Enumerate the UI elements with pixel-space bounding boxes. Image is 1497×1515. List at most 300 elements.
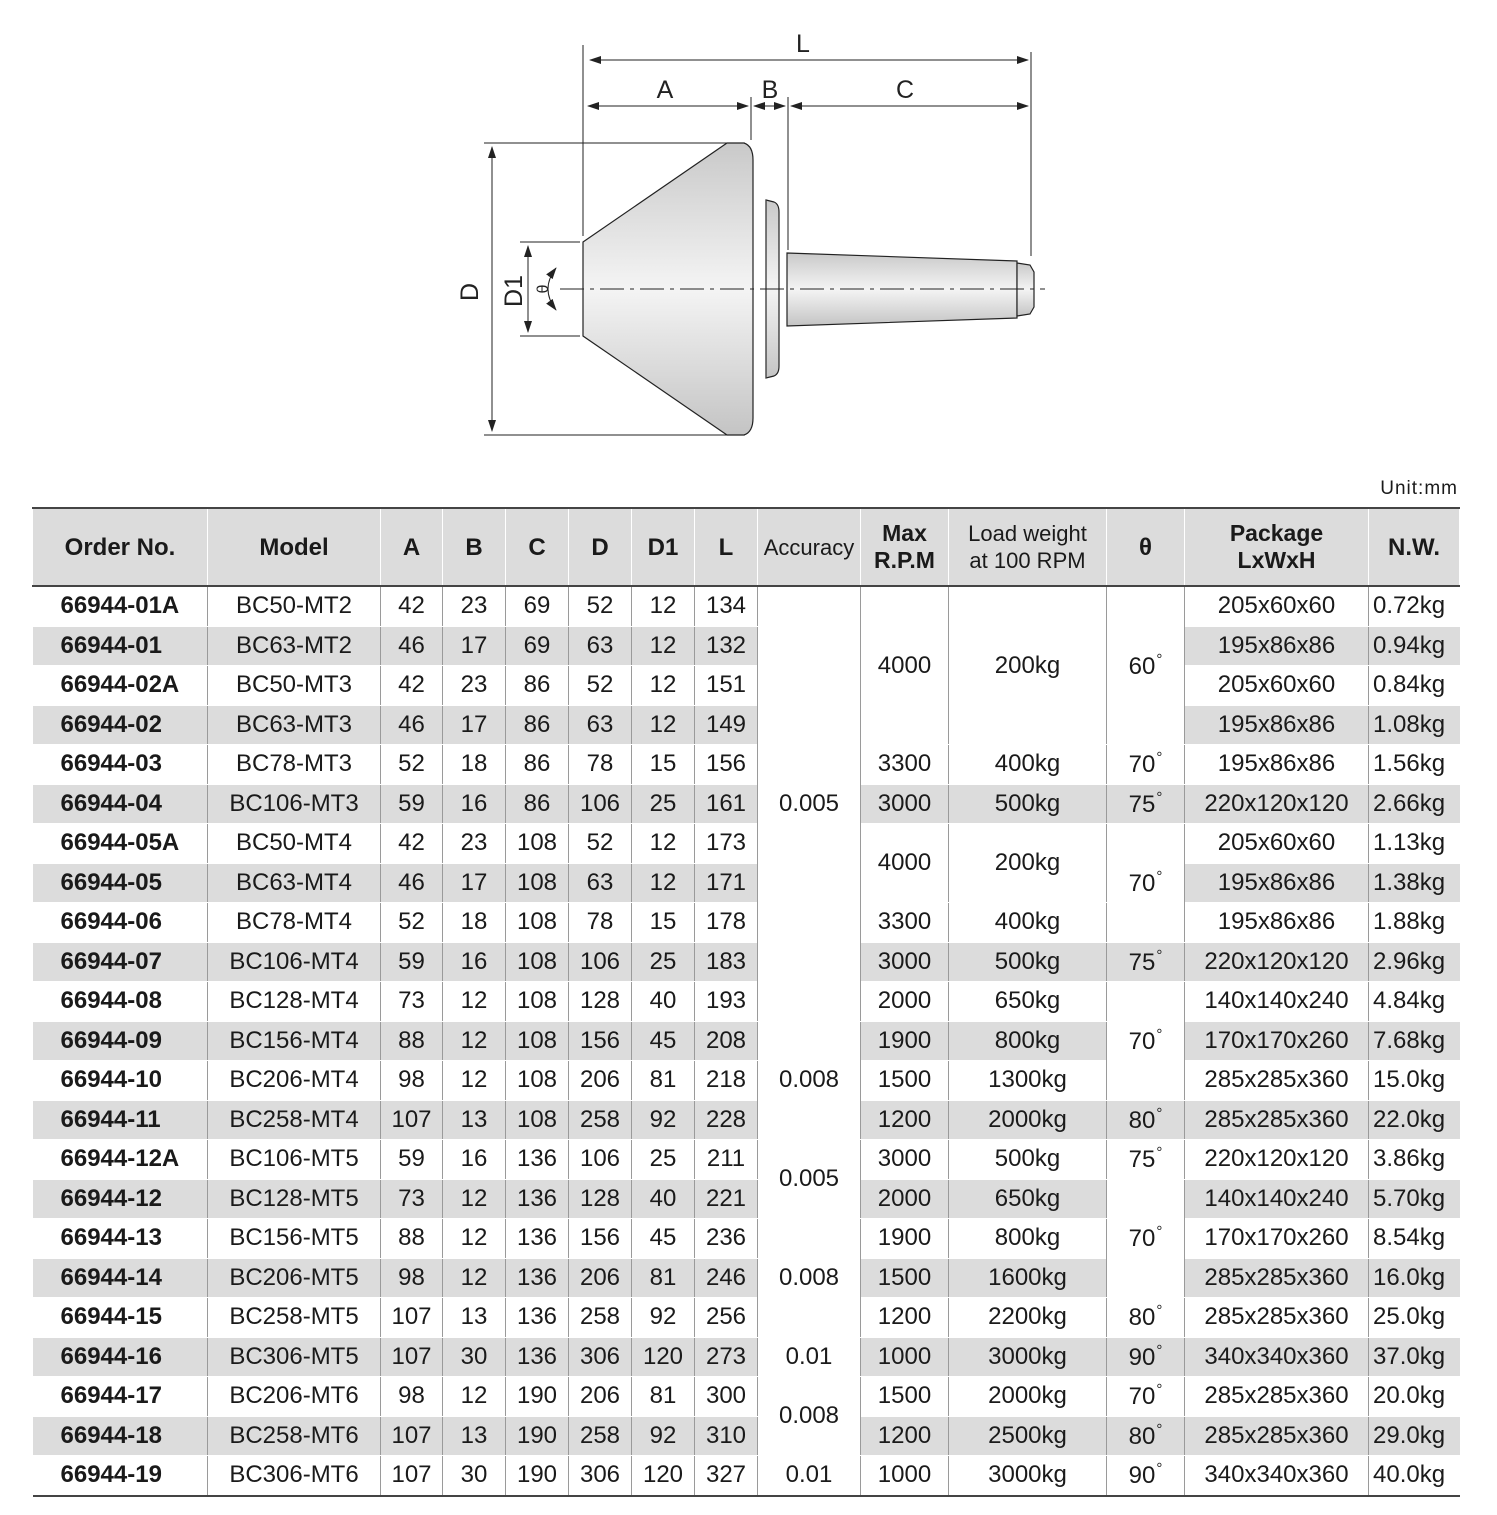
dim-d-cell: 106 [569, 942, 632, 982]
theta-cell [1107, 1298, 1185, 1338]
load-header-line1: Load weight [968, 521, 1087, 546]
max-rpm-cell-value: 3300 [877, 908, 932, 936]
dim-a-cell: 42 [381, 666, 443, 706]
order-no-cell: 66944-07 [33, 942, 208, 982]
dim-label-theta: θ [535, 284, 552, 294]
order-no-cell: 66944-09 [33, 1021, 208, 1061]
dim-d1-cell: 92 [632, 1298, 695, 1338]
degree-symbol: ° [1156, 867, 1163, 885]
package-header-line1: Package [1229, 520, 1324, 546]
net-weight-cell: 22.0kg [1369, 1100, 1460, 1140]
table-row [33, 982, 1460, 1022]
load-weight-cell-value: 500kg [994, 789, 1061, 817]
dim-d-cell: 63 [569, 863, 632, 903]
package-cell: 205x60x60 [1185, 666, 1369, 706]
max-rpm-cell [861, 586, 949, 745]
load-weight-cell [949, 982, 1107, 1022]
load-weight-cell-value: 400kg [994, 908, 1061, 936]
dim-b-cell: 16 [443, 942, 506, 982]
table-row [33, 1337, 1460, 1377]
order-no-cell: 66944-03 [33, 745, 208, 785]
accuracy-cell [758, 1021, 861, 1140]
load-weight-cell [949, 1061, 1107, 1101]
degree-symbol: ° [1156, 1341, 1163, 1359]
dim-c-cell: 190 [506, 1416, 569, 1456]
dim-a-cell: 98 [381, 1258, 443, 1298]
max-rpm-cell-value: 2000 [877, 1184, 932, 1212]
load-weight-cell [949, 1337, 1107, 1377]
dim-l-cell: 256 [695, 1298, 758, 1338]
order-no-cell: 66944-14 [33, 1258, 208, 1298]
net-weight-cell: 1.38kg [1369, 863, 1460, 903]
col-b-header: B [443, 508, 506, 586]
model-cell: BC78-MT4 [208, 903, 381, 943]
spec-table [32, 507, 1460, 1497]
dim-b-cell: 12 [443, 1219, 506, 1259]
net-weight-cell: 15.0kg [1369, 1061, 1460, 1101]
package-cell: 220x120x120 [1185, 942, 1369, 982]
dim-d1-cell: 12 [632, 863, 695, 903]
dim-c-cell: 86 [506, 666, 569, 706]
theta-cell [1107, 586, 1185, 745]
table-row [33, 824, 1460, 864]
dim-l-cell: 132 [695, 626, 758, 666]
dim-l-cell: 134 [695, 586, 758, 626]
col-d-header: D [569, 508, 632, 586]
net-weight-cell: 4.84kg [1369, 982, 1460, 1022]
accuracy-cell [758, 1337, 861, 1377]
dim-d1-cell: 12 [632, 626, 695, 666]
model-cell: BC206-MT4 [208, 1061, 381, 1101]
load-weight-cell [949, 1416, 1107, 1456]
theta-cell [1107, 784, 1185, 824]
dim-l-cell: 183 [695, 942, 758, 982]
degree-symbol: ° [1156, 788, 1163, 806]
accuracy-cell [758, 1219, 861, 1338]
order-no-cell: 66944-16 [33, 1337, 208, 1377]
table-row [33, 705, 1460, 745]
accuracy-cell-value: 0.01 [785, 1342, 833, 1370]
dim-d1-cell: 45 [632, 1021, 695, 1061]
order-no-cell: 66944-19 [33, 1456, 208, 1496]
order-no-cell: 66944-17 [33, 1377, 208, 1417]
dim-d-cell: 63 [569, 626, 632, 666]
max-rpm-cell [861, 1100, 949, 1140]
dim-a-cell: 42 [381, 824, 443, 864]
dim-a-cell: 107 [381, 1100, 443, 1140]
load-weight-cell-value: 2000kg [988, 1382, 1067, 1410]
model-cell: BC206-MT5 [208, 1258, 381, 1298]
dim-d1-cell: 120 [632, 1337, 695, 1377]
package-cell: 340x340x360 [1185, 1456, 1369, 1496]
load-weight-cell [949, 903, 1107, 943]
dim-l-cell: 193 [695, 982, 758, 1022]
theta-cell [1107, 1140, 1185, 1180]
load-weight-cell [949, 1100, 1107, 1140]
dim-d1-cell: 40 [632, 982, 695, 1022]
package-cell: 220x120x120 [1185, 1140, 1369, 1180]
dim-d-cell: 52 [569, 824, 632, 864]
col-l-header: L [695, 508, 758, 586]
model-cell: BC306-MT6 [208, 1456, 381, 1496]
dim-d1-cell: 120 [632, 1456, 695, 1496]
theta-cell [1107, 942, 1185, 982]
model-cell: BC63-MT3 [208, 705, 381, 745]
dim-b-cell: 18 [443, 745, 506, 785]
max-rpm-cell [861, 1061, 949, 1101]
load-weight-cell-value: 3000kg [988, 1342, 1067, 1370]
dim-d-cell: 306 [569, 1337, 632, 1377]
load-weight-cell-value: 200kg [994, 651, 1061, 679]
bull-nose-center-drawing [0, 0, 1497, 470]
table-row [33, 863, 1460, 903]
load-weight-cell [949, 942, 1107, 982]
net-weight-cell: 0.84kg [1369, 666, 1460, 706]
package-cell: 205x60x60 [1185, 824, 1369, 864]
theta-cell-value: 80 [1128, 1422, 1156, 1450]
dim-c-cell: 108 [506, 1061, 569, 1101]
theta-cell-value: 90 [1128, 1343, 1156, 1371]
net-weight-cell: 25.0kg [1369, 1298, 1460, 1338]
dim-l-cell: 236 [695, 1219, 758, 1259]
dim-d1-cell: 25 [632, 1140, 695, 1180]
net-weight-cell: 29.0kg [1369, 1416, 1460, 1456]
net-weight-cell: 8.54kg [1369, 1219, 1460, 1259]
theta-cell-value: 70 [1128, 1225, 1156, 1253]
dim-c-cell: 136 [506, 1140, 569, 1180]
table-row [33, 1061, 1460, 1101]
dim-a-cell: 107 [381, 1298, 443, 1338]
dim-c-cell: 69 [506, 626, 569, 666]
dim-d1-cell: 81 [632, 1377, 695, 1417]
dim-d1-cell: 25 [632, 942, 695, 982]
load-weight-cell-value: 800kg [994, 1026, 1061, 1054]
accuracy-cell-value: 0.005 [778, 1165, 840, 1192]
max-rpm-cell [861, 1140, 949, 1180]
degree-symbol: ° [1156, 650, 1163, 668]
table-row [33, 1140, 1460, 1180]
load-weight-cell [949, 1258, 1107, 1298]
dim-d-cell: 206 [569, 1061, 632, 1101]
order-no-cell: 66944-05 [33, 863, 208, 903]
table-row [33, 942, 1460, 982]
dim-c-cell: 108 [506, 824, 569, 864]
dim-d1-cell: 12 [632, 586, 695, 626]
load-weight-cell-value: 2500kg [988, 1421, 1067, 1449]
max-rpm-cell [861, 1258, 949, 1298]
net-weight-cell: 37.0kg [1369, 1337, 1460, 1377]
model-cell: BC63-MT2 [208, 626, 381, 666]
load-weight-cell [949, 1021, 1107, 1061]
dim-c-cell: 136 [506, 1179, 569, 1219]
max-rpm-cell-value: 1900 [877, 1026, 932, 1054]
model-cell: BC50-MT2 [208, 586, 381, 626]
max-rpm-cell-value: 1900 [877, 1224, 932, 1252]
dim-a-cell: 88 [381, 1021, 443, 1061]
table-row [33, 1258, 1460, 1298]
load-weight-cell-value: 500kg [994, 947, 1061, 975]
order-no-cell: 66944-10 [33, 1061, 208, 1101]
dim-d-cell: 128 [569, 1179, 632, 1219]
load-weight-cell [949, 1456, 1107, 1496]
rpm-header-line1: Max [882, 520, 927, 546]
max-rpm-cell-value: 1500 [877, 1263, 932, 1291]
load-weight-cell-value: 200kg [994, 849, 1061, 876]
net-weight-cell: 0.72kg [1369, 586, 1460, 626]
col-rpm-header [861, 508, 949, 586]
order-no-cell: 66944-11 [33, 1100, 208, 1140]
table-row [33, 1416, 1460, 1456]
max-rpm-cell-value: 1500 [877, 1382, 932, 1410]
net-weight-cell: 40.0kg [1369, 1456, 1460, 1496]
dim-d1-cell: 81 [632, 1061, 695, 1101]
dim-b-cell: 12 [443, 1021, 506, 1061]
model-cell: BC106-MT4 [208, 942, 381, 982]
dim-d-cell: 128 [569, 982, 632, 1022]
theta-cell-value: 80 [1128, 1106, 1156, 1134]
model-cell: BC258-MT5 [208, 1298, 381, 1338]
table-row [33, 745, 1460, 785]
dim-b-cell: 17 [443, 705, 506, 745]
table-row [33, 1456, 1460, 1496]
max-rpm-cell [861, 1377, 949, 1417]
rpm-header-line2: R.P.M [874, 547, 935, 573]
dim-d-cell: 156 [569, 1219, 632, 1259]
table-row [33, 1100, 1460, 1140]
max-rpm-cell-value: 1200 [877, 1303, 932, 1331]
accuracy-cell-value: 0.008 [778, 1263, 840, 1291]
theta-cell-value: 80 [1128, 1304, 1156, 1332]
accuracy-cell [758, 1377, 861, 1456]
dim-c-cell: 69 [506, 586, 569, 626]
theta-cell [1107, 1179, 1185, 1298]
dim-a-cell: 107 [381, 1416, 443, 1456]
max-rpm-cell-value: 1200 [877, 1105, 932, 1133]
model-cell: BC156-MT4 [208, 1021, 381, 1061]
dim-b-cell: 17 [443, 626, 506, 666]
dim-c-cell: 86 [506, 784, 569, 824]
dim-c-cell: 108 [506, 942, 569, 982]
accuracy-cell [758, 1140, 861, 1219]
net-weight-cell: 1.88kg [1369, 903, 1460, 943]
table-row [33, 626, 1460, 666]
max-rpm-cell [861, 824, 949, 903]
dim-c-cell: 108 [506, 1100, 569, 1140]
degree-symbol: ° [1156, 1420, 1163, 1438]
theta-cell [1107, 1100, 1185, 1140]
dim-l-cell: 156 [695, 745, 758, 785]
load-weight-cell-value: 2000kg [988, 1105, 1067, 1133]
load-weight-cell [949, 586, 1107, 745]
package-cell: 195x86x86 [1185, 863, 1369, 903]
dim-c-cell: 190 [506, 1377, 569, 1417]
load-weight-cell [949, 1298, 1107, 1338]
dim-a-cell: 52 [381, 903, 443, 943]
dim-c-cell: 108 [506, 903, 569, 943]
degree-symbol: ° [1156, 749, 1163, 767]
dim-b-cell: 12 [443, 1258, 506, 1298]
load-weight-cell [949, 784, 1107, 824]
dim-d-cell: 52 [569, 666, 632, 706]
net-weight-cell: 1.56kg [1369, 745, 1460, 785]
net-weight-cell: 7.68kg [1369, 1021, 1460, 1061]
dim-l-cell: 161 [695, 784, 758, 824]
load-weight-cell-value: 650kg [994, 1184, 1061, 1212]
degree-symbol: ° [1156, 1025, 1163, 1043]
theta-cell-value: 90 [1128, 1462, 1156, 1490]
package-cell: 195x86x86 [1185, 626, 1369, 666]
dim-d1-cell: 15 [632, 903, 695, 943]
dim-l-cell: 151 [695, 666, 758, 706]
dim-d-cell: 52 [569, 586, 632, 626]
dim-l-cell: 218 [695, 1061, 758, 1101]
max-rpm-cell-value: 1000 [877, 1342, 932, 1370]
dim-d-cell: 106 [569, 1140, 632, 1180]
package-cell: 195x86x86 [1185, 705, 1369, 745]
dim-d-cell: 106 [569, 784, 632, 824]
package-cell: 285x285x360 [1185, 1298, 1369, 1338]
package-cell: 220x120x120 [1185, 784, 1369, 824]
load-weight-cell-value: 1300kg [988, 1066, 1067, 1094]
dim-l-cell: 228 [695, 1100, 758, 1140]
order-no-cell: 66944-01A [33, 586, 208, 626]
load-weight-cell-value: 3000kg [988, 1461, 1067, 1489]
max-rpm-cell-value: 4000 [877, 651, 932, 679]
dim-b-cell: 12 [443, 1179, 506, 1219]
dim-d-cell: 78 [569, 745, 632, 785]
max-rpm-cell [861, 1219, 949, 1259]
net-weight-cell: 1.08kg [1369, 705, 1460, 745]
theta-cell-value: 60 [1128, 652, 1156, 680]
max-rpm-cell [861, 982, 949, 1022]
dim-d-cell: 206 [569, 1258, 632, 1298]
package-cell: 170x170x260 [1185, 1219, 1369, 1259]
net-weight-cell: 2.96kg [1369, 942, 1460, 982]
dim-a-cell: 98 [381, 1377, 443, 1417]
dim-a-cell: 52 [381, 745, 443, 785]
model-cell: BC128-MT4 [208, 982, 381, 1022]
max-rpm-cell [861, 903, 949, 943]
dim-a-cell: 73 [381, 982, 443, 1022]
dim-b-cell: 30 [443, 1337, 506, 1377]
theta-cell [1107, 1337, 1185, 1377]
max-rpm-cell [861, 1416, 949, 1456]
dim-b-cell: 23 [443, 824, 506, 864]
load-weight-cell-value: 400kg [994, 750, 1061, 778]
dim-a-cell: 46 [381, 705, 443, 745]
dim-d1-cell: 15 [632, 745, 695, 785]
dim-b-cell: 12 [443, 982, 506, 1022]
dim-c-cell: 108 [506, 982, 569, 1022]
package-cell: 140x140x240 [1185, 982, 1369, 1022]
col-c-header: C [506, 508, 569, 586]
max-rpm-cell [861, 942, 949, 982]
order-no-cell: 66944-18 [33, 1416, 208, 1456]
dim-c-cell: 108 [506, 863, 569, 903]
load-weight-cell-value: 2200kg [988, 1303, 1067, 1331]
table-row [33, 1021, 1460, 1061]
max-rpm-cell [861, 1298, 949, 1338]
dim-b-cell: 16 [443, 1140, 506, 1180]
dim-l-cell: 173 [695, 824, 758, 864]
accuracy-cell [758, 1456, 861, 1496]
load-weight-cell [949, 1140, 1107, 1180]
dim-label-D: D [456, 282, 484, 302]
model-cell: BC106-MT3 [208, 784, 381, 824]
package-header-line2: LxWxH [1237, 547, 1316, 573]
net-weight-cell: 1.13kg [1369, 824, 1460, 864]
degree-symbol: ° [1156, 1460, 1163, 1478]
header-row [33, 508, 1460, 586]
degree-symbol: ° [1156, 1302, 1163, 1320]
col-accuracy-header: Accuracy [758, 508, 861, 586]
order-no-cell: 66944-04 [33, 784, 208, 824]
theta-cell-value: 75 [1128, 1146, 1156, 1174]
dim-c-cell: 136 [506, 1219, 569, 1259]
dim-b-cell: 30 [443, 1456, 506, 1496]
dim-l-cell: 246 [695, 1258, 758, 1298]
dim-label-A: A [656, 76, 674, 104]
table-row [33, 586, 1460, 626]
load-weight-cell [949, 824, 1107, 903]
load-weight-cell [949, 1219, 1107, 1259]
dim-d1-cell: 12 [632, 705, 695, 745]
dim-l-cell: 211 [695, 1140, 758, 1180]
dim-label-B: B [761, 76, 779, 104]
dim-l-cell: 178 [695, 903, 758, 943]
theta-cell-value: 70 [1128, 1383, 1156, 1411]
dim-a-cell: 73 [381, 1179, 443, 1219]
dim-c-cell: 136 [506, 1337, 569, 1377]
degree-symbol: ° [1156, 1223, 1163, 1241]
order-no-cell: 66944-01 [33, 626, 208, 666]
model-cell: BC306-MT5 [208, 1337, 381, 1377]
degree-symbol: ° [1156, 1144, 1163, 1162]
col-theta-header: θ [1107, 508, 1185, 586]
accuracy-cell-value: 0.008 [778, 1066, 840, 1094]
dim-c-cell: 86 [506, 705, 569, 745]
dim-label-C: C [895, 76, 915, 104]
dim-a-cell: 46 [381, 863, 443, 903]
dim-l-cell: 300 [695, 1377, 758, 1417]
max-rpm-cell-value: 2000 [877, 987, 932, 1015]
table-row [33, 666, 1460, 706]
degree-symbol: ° [1156, 1381, 1163, 1399]
theta-cell-value: 75 [1128, 790, 1156, 818]
max-rpm-cell [861, 1456, 949, 1496]
model-cell: BC206-MT6 [208, 1377, 381, 1417]
dim-a-cell: 88 [381, 1219, 443, 1259]
order-no-cell: 66944-02A [33, 666, 208, 706]
accuracy-cell-value: 0.008 [778, 1402, 840, 1429]
theta-cell-value: 70 [1128, 869, 1156, 897]
col-model-header: Model [208, 508, 381, 586]
package-cell: 285x285x360 [1185, 1377, 1369, 1417]
dim-d1-cell: 92 [632, 1416, 695, 1456]
net-weight-cell: 3.86kg [1369, 1140, 1460, 1180]
table-row [33, 1298, 1460, 1338]
order-no-cell: 66944-05A [33, 824, 208, 864]
dim-d1-cell: 92 [632, 1100, 695, 1140]
dim-d1-cell: 25 [632, 784, 695, 824]
model-cell: BC156-MT5 [208, 1219, 381, 1259]
theta-cell [1107, 745, 1185, 785]
max-rpm-cell-value: 1200 [877, 1421, 932, 1449]
max-rpm-cell-value: 3300 [877, 750, 932, 778]
dim-d-cell: 258 [569, 1100, 632, 1140]
order-no-cell: 66944-12A [33, 1140, 208, 1180]
dim-a-cell: 59 [381, 784, 443, 824]
